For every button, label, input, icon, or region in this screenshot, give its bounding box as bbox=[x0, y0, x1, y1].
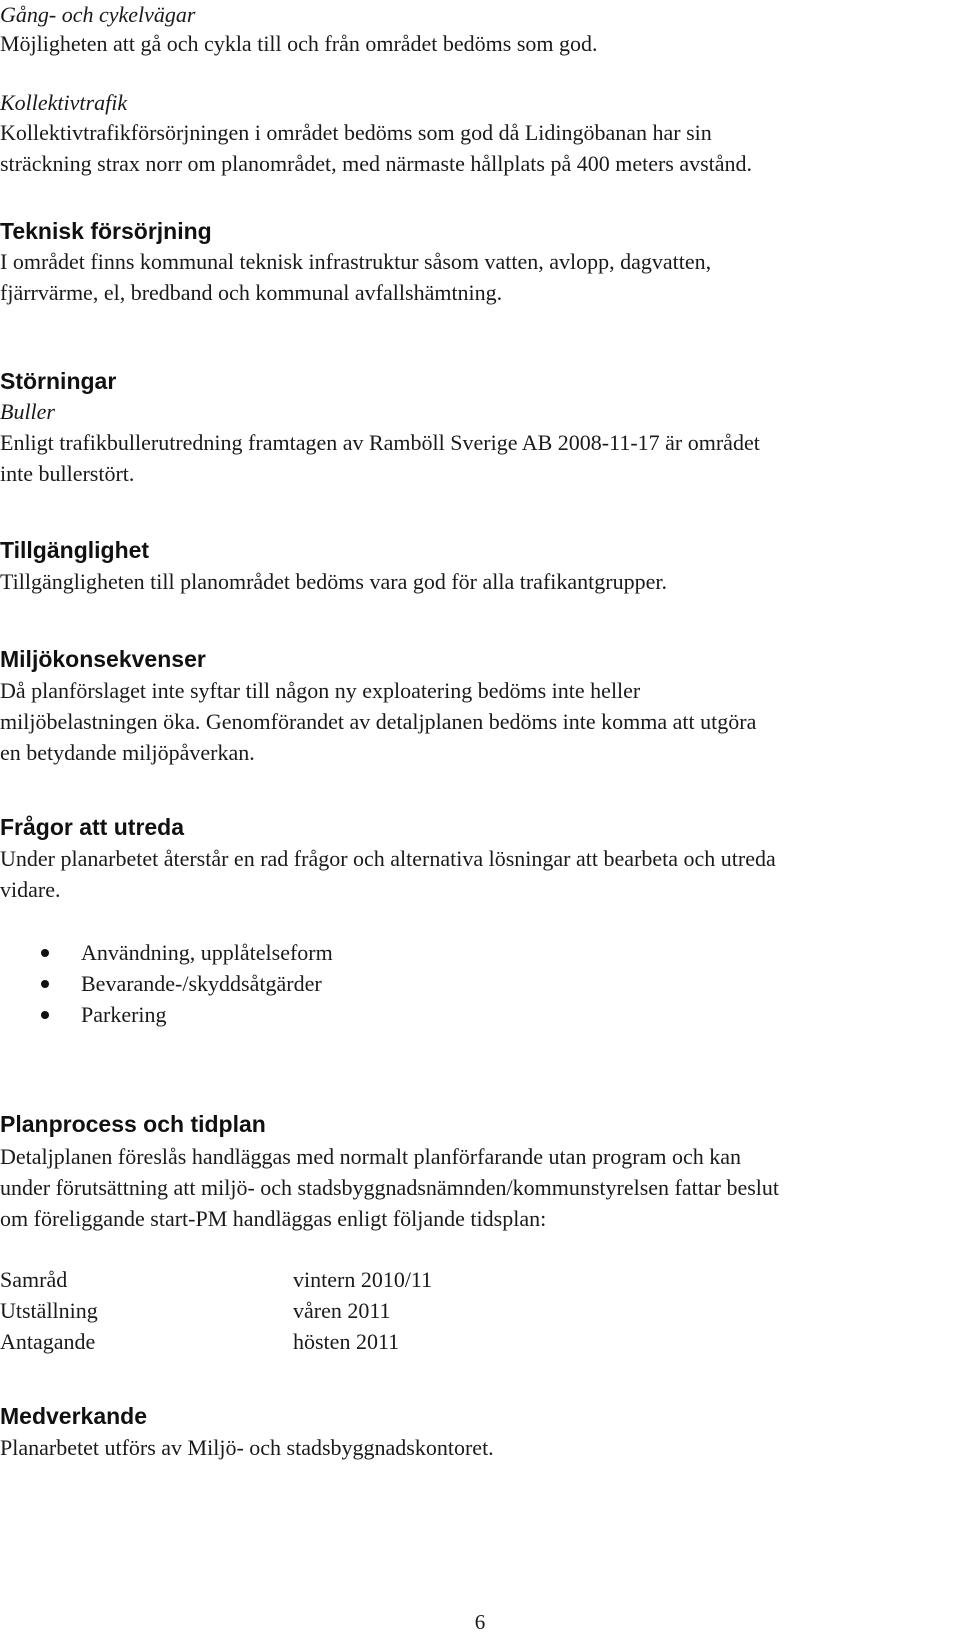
schedule-time: våren 2011 bbox=[293, 1298, 391, 1323]
heading-storningar: Störningar bbox=[0, 368, 117, 394]
schedule-phase: Utställning bbox=[0, 1298, 98, 1323]
text-line: I området finns kommunal teknisk infrastruktur såsom vatten, avlopp, dagvatten, bbox=[0, 249, 712, 274]
paragraph-gang-cykel bbox=[0, 28, 958, 59]
list-item-label: Användning, upplåtelseform bbox=[81, 940, 333, 965]
heading-miljokonsekvenser: Miljökonsekvenser bbox=[0, 646, 206, 672]
list-item-label: Bevarande-/skyddsåtgärder bbox=[81, 971, 322, 996]
list-item bbox=[0, 999, 333, 1030]
bullet-icon bbox=[41, 949, 49, 957]
text-line: Möjligheten att gå och cykla till och från området bedöms som god. bbox=[0, 31, 598, 56]
bullet-icon bbox=[41, 980, 49, 988]
schedule-phase: Samråd bbox=[0, 1267, 68, 1292]
bullet-list bbox=[0, 937, 333, 1030]
schedule-time: hösten 2011 bbox=[293, 1329, 400, 1354]
text-line: sträckning strax norr om planområdet, med närmaste hållplats på 400 meters avstånd. bbox=[0, 151, 753, 176]
text-line: inte bullerstört. bbox=[0, 461, 135, 486]
heading-medverkande: Medverkande bbox=[0, 1403, 148, 1429]
list-item bbox=[0, 937, 333, 968]
paragraph-fragor-att-utreda bbox=[0, 843, 958, 905]
text-line: miljöbelastningen öka. Genomförandet av detaljplanen bedöms inte komma att utgöra bbox=[0, 709, 757, 734]
text-line: Tillgängligheten till planområdet bedöms vara god för alla trafikantgrupper. bbox=[0, 569, 667, 594]
schedule-time: vintern 2010/11 bbox=[293, 1267, 433, 1292]
text-line: om föreliggande start-PM handläggas enligt följande tidsplan: bbox=[0, 1206, 547, 1231]
schedule-phase: Antagande bbox=[0, 1329, 96, 1354]
text-line: en betydande miljöpåverkan. bbox=[0, 740, 255, 765]
paragraph-kollektivtrafik bbox=[0, 117, 958, 179]
text-line: Då planförslaget inte syftar till någon ny exploatering bedöms inte heller bbox=[0, 678, 641, 703]
text-line: under förutsättning att miljö- och stadsbyggnadsnämnden/kommunstyrelsen fattar beslut bbox=[0, 1175, 780, 1200]
heading-planprocess: Planprocess och tidplan bbox=[0, 1111, 266, 1137]
text-line: fjärrvärme, el, bredband och kommunal avfallshämtning. bbox=[0, 280, 503, 305]
text-line: Planarbetet utförs av Miljö- och stadsbyggnadskontoret. bbox=[0, 1435, 494, 1460]
text-line: Detaljplanen föreslås handläggas med normalt planförfarande utan program och kan bbox=[0, 1144, 741, 1169]
paragraph-tillganglighet bbox=[0, 566, 958, 597]
page-number: 6 bbox=[474, 1610, 486, 1634]
schedule-row bbox=[0, 1264, 600, 1295]
subheading-gang-cykel: Gång- och cykelvägar bbox=[0, 2, 196, 27]
schedule-table bbox=[0, 1264, 600, 1357]
heading-tillganglighet: Tillgänglighet bbox=[0, 537, 150, 563]
paragraph-medverkande bbox=[0, 1432, 958, 1463]
heading-fragor-att-utreda: Frågor att utreda bbox=[0, 814, 185, 840]
text-line: vidare. bbox=[0, 877, 61, 902]
bullet-icon bbox=[41, 1011, 49, 1019]
paragraph-miljokonsekvenser bbox=[0, 675, 958, 768]
subheading-buller: Buller bbox=[0, 399, 55, 424]
schedule-row bbox=[0, 1295, 600, 1326]
subheading-kollektivtrafik: Kollektivtrafik bbox=[0, 90, 128, 115]
text-line: Kollektivtrafikförsörjningen i området bedöms som god då Lidingöbanan har sin bbox=[0, 120, 712, 145]
text-line: Enligt trafikbullerutredning framtagen av Ramböll Sverige AB 2008-11-17 är området bbox=[0, 430, 760, 455]
text-line: Under planarbetet återstår en rad frågor och alternativa lösningar att bearbeta och utreda bbox=[0, 846, 776, 871]
paragraph-planprocess bbox=[0, 1141, 958, 1234]
list-item-label: Parkering bbox=[81, 1002, 167, 1027]
list-item bbox=[0, 968, 333, 999]
heading-teknisk-forsorjning: Teknisk försörjning bbox=[0, 218, 212, 244]
paragraph-buller bbox=[0, 427, 958, 489]
paragraph-teknisk-forsorjning bbox=[0, 246, 958, 308]
schedule-row bbox=[0, 1326, 600, 1357]
